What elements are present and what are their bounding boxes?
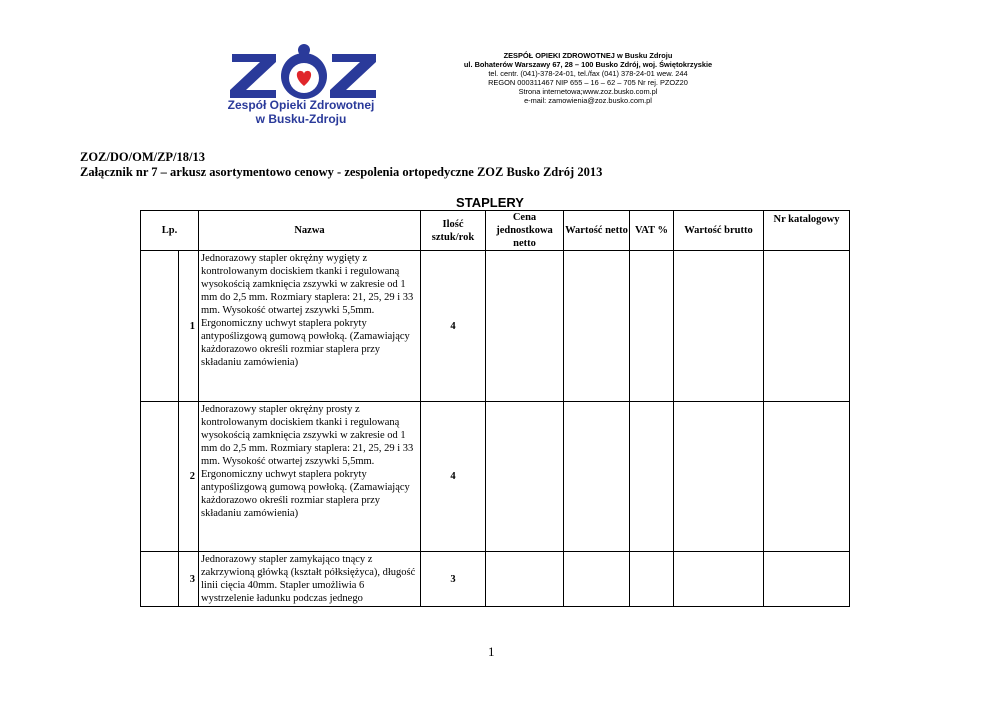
logo-caption-line1: Zespół Opieki Zdrowotnej [227,98,375,112]
row-spacer-cell [141,251,179,402]
row-ilosc: 4 [421,251,486,402]
document-reference: ZOZ/DO/OM/ZP/18/13 [80,150,206,164]
row-wartosc-netto-cell[interactable] [564,552,630,607]
row-nazwa: Jednorazowy stapler zamykająco tnący z zakrzywioną główką (kształt półksiężyca), długość linii cięcia 40mm. Stapler umożliwia 6 wystrzelenie ładunku podczas jednego [199,552,421,607]
price-table [140,210,850,607]
row-spacer-cell [141,402,179,552]
row-nazwa: Jednorazowy stapler okrężny prosty z kontrolowanym dociskiem tkanki i regulowaną wysokością zamknięcia zszywki w zakresie od 1 mm do 2,5 mm. Rozmiary staplera: 21, 25, 29 i 33 mm. Wysokość otwartej zszywki 5,5mm. Ergonomiczny uchwyt staplera pokryty antypoślizgową gumową powłoką. (Zamawiający każdorazowo określi rozmiar staplera przy składaniu zamówienia) [199,402,421,552]
row-wartosc-brutto-cell[interactable] [674,552,764,607]
row-wartosc-brutto-cell[interactable] [674,251,764,402]
page-number: 1 [488,644,495,659]
table-row [141,251,850,402]
row-wartosc-netto-cell[interactable] [564,251,630,402]
org-email: e-mail: zamowienia@zoz.busko.com.pl [524,96,652,105]
row-lp: 3 [179,552,199,607]
row-lp: 2 [179,402,199,552]
header-ilosc: Ilość sztuk/rok [421,211,486,251]
row-nr-katalogowy-cell[interactable] [764,251,850,402]
logo-caption [226,98,376,126]
row-spacer-cell [141,552,179,607]
row-lp: 1 [179,251,199,402]
header-lp: Lp. [141,211,199,251]
row-cena-cell[interactable] [486,402,564,552]
header-nr-katalogowy: Nr katalogowy [764,211,850,251]
org-website: Strona internetowa;www.zoz.busko.com.pl [518,87,658,96]
row-nr-katalogowy-cell[interactable] [764,552,850,607]
row-vat-cell[interactable] [630,251,674,402]
organization-header [430,51,746,105]
row-nazwa: Jednorazowy stapler okrężny wygięty z kontrolowanym dociskiem tkanki i regulowaną wysokością zamknięcia zszywki w zakresie od 1 mm do 2,5 mm. Rozmiary staplera: 21, 25, 29 i 33 mm. Wysokość otwartej zszywki 5,5mm. Ergonomiczny uchwyt staplera pokryty antypoślizgową gumową powłoką. (Zamawiający każdorazowo określi rozmiar staplera przy składaniu zamówienia) [199,251,421,402]
header-nazwa: Nazwa [199,211,421,251]
row-wartosc-brutto-cell[interactable] [674,402,764,552]
org-regon: REGON 000311467 NIP 655 – 16 – 62 – 705 Nr rej. PZOZ20 [488,78,688,87]
table-header-row [141,211,850,251]
row-ilosc: 3 [421,552,486,607]
table-row [141,552,850,607]
row-cena-cell[interactable] [486,552,564,607]
row-vat-cell[interactable] [630,402,674,552]
row-ilosc: 4 [421,402,486,552]
header-vat: VAT % [630,211,674,251]
header-wartosc-brutto: Wartość brutto [674,211,764,251]
row-nr-katalogowy-cell[interactable] [764,402,850,552]
org-phone: tel. centr. (041)-378-24-01, tel./fax (041) 378-24-01 wew. 244 [488,69,688,78]
section-title: STAPLERY [456,195,524,210]
header-cena: Cena jednostkowa netto [486,211,564,251]
header-wartosc-netto: Wartość netto [564,211,630,251]
document-heading [80,150,602,180]
row-wartosc-netto-cell[interactable] [564,402,630,552]
org-address: ul. Bohaterów Warszawy 67, 28 – 100 Busko Zdrój, woj. Świętokrzyskie [463,60,713,69]
org-name: ZESPÓŁ OPIEKI ZDROWOTNEJ w Busku Zdroju [503,51,673,60]
logo-caption-line2: w Busku-Zdroju [255,112,347,126]
row-vat-cell[interactable] [630,552,674,607]
document-subtitle: Załącznik nr 7 – arkusz asortymentowo cenowy - zespolenia ortopedyczne ZOZ Busko Zdrój 2013 [80,165,603,179]
row-cena-cell[interactable] [486,251,564,402]
table-row [141,402,850,552]
